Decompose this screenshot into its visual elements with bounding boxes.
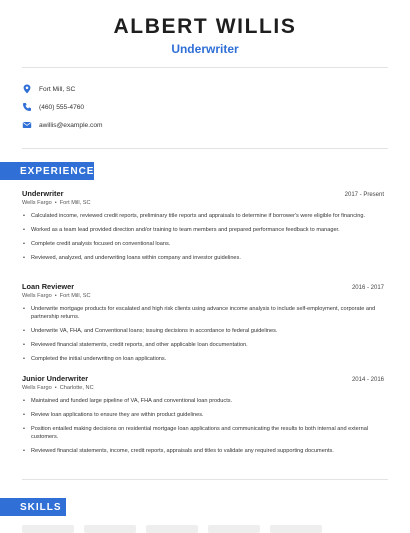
bullet-item: • Worked as a team lead provided direction and/or training to team members and prepared performance feedback to manager.: [31, 226, 384, 234]
skill-chip: [146, 525, 198, 533]
job-bullets: [22, 397, 384, 455]
job-title: Loan Reviewer: [22, 282, 75, 291]
bullet-item: • Reviewed, analyzed, and underwriting loans within company and investor guidelines.: [31, 254, 384, 262]
candidate-name: ALBERT WILLIS: [113, 15, 297, 38]
email-icon: [22, 120, 32, 130]
bullet-item: • Reviewed financial statements, income, credit reports, appraisals and titles to validate any required supporting documents.: [31, 447, 384, 455]
bullet-item: • Review loan applications to ensure they are within product guidelines.: [31, 411, 384, 419]
skill-chip: [270, 525, 322, 533]
phone-text: (460) 555-4760: [39, 103, 85, 111]
job-entry-3: [22, 374, 384, 461]
contact-email: [22, 116, 103, 134]
company-name: Wells Fargo: [22, 293, 52, 299]
job-bullets: [22, 212, 384, 262]
skill-chip: [22, 525, 74, 533]
job-bullets: [22, 305, 384, 363]
skills-heading: SKILLS: [0, 498, 66, 516]
experience-divider: [22, 479, 388, 480]
bullet-item: • Completed the initial underwriting on loan applications.: [31, 355, 384, 363]
job-title: Underwriter: [22, 189, 64, 198]
job-employer: Wells Fargo • Fort Mill, SC: [22, 200, 91, 206]
phone-icon: [22, 102, 32, 112]
experience-heading: EXPERIENCE: [0, 162, 94, 180]
job-dates: 2016 - 2017: [351, 285, 384, 291]
contact-divider: [22, 148, 388, 149]
job-dates: 2014 - 2016: [351, 377, 384, 383]
skills-list: [22, 525, 322, 533]
bullet-item: • Complete credit analysis focused on conventional loans.: [31, 240, 384, 248]
header-divider: [22, 67, 388, 68]
bullet-item: • Position entailed making decisions on residential mortgage loan applications and communicating the results to both internal and external customers.: [31, 425, 384, 441]
email-text: awillis@example.com: [39, 121, 103, 129]
job-location: Fort Mill, SC: [59, 293, 91, 299]
location-text: Fort Mill, SC: [39, 85, 76, 93]
job-dates: 2017 - Present: [344, 192, 384, 198]
skill-chip: [208, 525, 260, 533]
bullet-item: • Underwrite mortgage products for escalated and high risk clients using advance income analysis to include self-employment, corporate and partnership returns.: [31, 305, 384, 321]
bullet-item: • Underwrite VA, FHA, and Conventional loans; issuing decisions in accordance to federal guidelines.: [31, 327, 384, 335]
job-entry-1: [22, 189, 384, 268]
contact-location: [22, 80, 103, 98]
bullet-item: • Reviewed financial statements, credit reports, and other applicable loan documentation.: [31, 341, 384, 349]
company-name: Wells Fargo: [22, 385, 52, 391]
job-location: Charlotte, NC: [59, 385, 94, 391]
candidate-title: Underwriter: [171, 42, 239, 56]
job-entry-2: [22, 282, 384, 369]
company-name: Wells Fargo: [22, 200, 52, 206]
job-title: Junior Underwriter: [22, 374, 89, 383]
job-employer: Wells Fargo • Charlotte, NC: [22, 385, 94, 391]
resume-header: [0, 0, 410, 56]
job-employer: Wells Fargo • Fort Mill, SC: [22, 293, 91, 299]
contact-phone: [22, 98, 103, 116]
bullet-item: • Calculated income, reviewed credit reports, preliminary title reports and appraisals to determine if borrower's were eligible for financing.: [31, 212, 384, 220]
skill-chip: [84, 525, 136, 533]
bullet-item: • Maintained and funded large pipeline of VA, FHA and conventional loan products.: [31, 397, 384, 405]
contact-list: [22, 80, 103, 134]
map-pin-icon: [22, 84, 32, 94]
job-location: Fort Mill, SC: [59, 200, 91, 206]
